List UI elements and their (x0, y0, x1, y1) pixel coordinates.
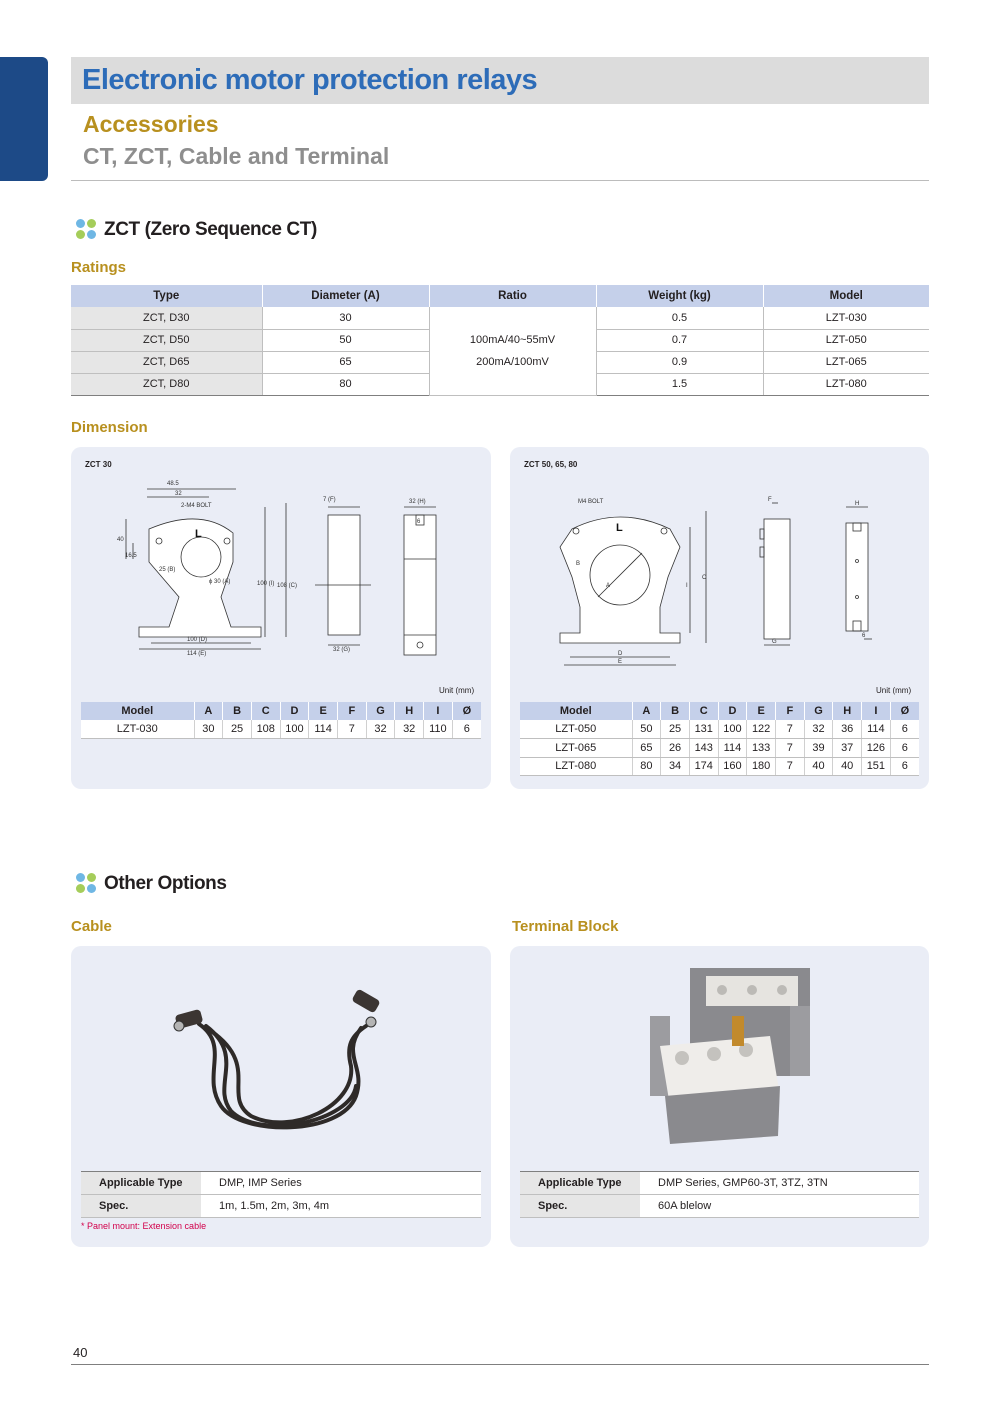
dim-cell: 114 (718, 739, 747, 758)
dim-text: 100 (I) (257, 581, 275, 587)
dim-text: 100 (D) (187, 637, 208, 643)
dim-text: 6 (417, 519, 421, 525)
table-row (520, 1195, 919, 1218)
dim-cell: 32 (366, 720, 395, 739)
type-cell: ZCT, D80 (71, 373, 262, 395)
spec-value: 1m, 1.5m, 2m, 3m, 4m (201, 1195, 481, 1218)
dim-cell: 40 (804, 757, 833, 776)
dim-text: 32 (175, 491, 182, 497)
dim-header-cell: C (251, 702, 280, 720)
dim-text: D (618, 651, 623, 657)
dim-cell: 39 (804, 739, 833, 758)
spec-value: DMP Series, GMP60-3T, 3TZ, 3TN (640, 1172, 919, 1195)
weight-cell: 0.5 (596, 307, 763, 329)
dim-cell: 7 (775, 757, 804, 776)
cable-image (71, 946, 491, 1166)
dim-cell: 80 (632, 757, 661, 776)
weight-cell: 0.9 (596, 351, 763, 373)
options-heading-text: Other Options (104, 873, 227, 894)
model-cell: LZT-080 (763, 373, 929, 395)
ratings-header-cell: Model (763, 285, 929, 307)
panel-label: ZCT 50, 65, 80 (524, 460, 578, 469)
dim-cell: 50 (632, 720, 661, 739)
zct50-drawing (510, 467, 929, 697)
dim-cell: 6 (890, 739, 919, 758)
dim-header-cell: I (424, 702, 453, 720)
dim-text: I (686, 583, 688, 589)
dim-cell: 7 (775, 720, 804, 739)
spec-key: Applicable Type (520, 1172, 640, 1195)
weight-cell: 0.7 (596, 329, 763, 351)
diameter-cell: 65 (262, 351, 429, 373)
dim-cell: 110 (424, 720, 453, 739)
zct-heading-text: ZCT (Zero Sequence CT) (104, 219, 317, 240)
dimension-header-row (81, 702, 481, 720)
type-cell: ZCT, D30 (71, 307, 262, 329)
cable-note: * Panel mount: Extension cable (81, 1221, 207, 1231)
dim-cell: 34 (661, 757, 690, 776)
type-cell: ZCT, D65 (71, 351, 262, 373)
side-tab (0, 57, 48, 181)
dim-cell: 108 (251, 720, 280, 739)
zct30-drawing (71, 467, 491, 697)
dim-cell: 6 (890, 720, 919, 739)
dim-text: 114 (E) (187, 651, 207, 657)
dim-text: 32 (G) (333, 647, 351, 653)
dim-cell: 143 (689, 739, 718, 758)
footer-divider (71, 1364, 929, 1365)
dim-header-cell: D (280, 702, 309, 720)
dim-text: L (195, 528, 202, 540)
dim-header-cell: A (194, 702, 223, 720)
dim-cell: 6 (452, 720, 481, 739)
dim-cell: 65 (632, 739, 661, 758)
weight-cell: 1.5 (596, 373, 763, 395)
diameter-cell: 80 (262, 373, 429, 395)
table-row (81, 720, 481, 739)
dim-text: 32 (H) (409, 499, 426, 505)
dim-header-cell: C (689, 702, 718, 720)
spec-key: Spec. (81, 1195, 201, 1218)
cable-label: Cable (71, 918, 112, 935)
connector-right (351, 988, 381, 1013)
dim-header-cell: B (223, 702, 252, 720)
dim-cell: LZT-065 (520, 739, 632, 758)
dim-text: A (606, 583, 611, 589)
table-row (71, 307, 929, 329)
ratings-table (71, 285, 929, 396)
dim-text: 16.5 (125, 553, 137, 559)
dim-text: 25 (B) (159, 567, 176, 573)
type-cell: ZCT, D50 (71, 329, 262, 351)
dim-cell: 26 (661, 739, 690, 758)
diameter-cell: 30 (262, 307, 429, 329)
dim-header-cell: E (309, 702, 338, 720)
cable-spec-table (81, 1171, 481, 1218)
dim-text: 108 (C) (277, 583, 298, 589)
dim-text: ϕ 30 (A) (209, 579, 231, 585)
panel-label: ZCT 30 (85, 460, 112, 469)
dimension-header-row (520, 702, 919, 720)
ratings-label: Ratings (71, 259, 127, 276)
dim-text: 40 (117, 537, 124, 543)
page-number: 40 (73, 1345, 88, 1360)
dim-cell: 100 (280, 720, 309, 739)
zct30-panel (71, 447, 491, 789)
table-row (520, 720, 919, 739)
dim-header-cell: H (395, 702, 424, 720)
header-divider (71, 180, 929, 181)
dots-icon (76, 873, 98, 895)
dim-cell: 30 (194, 720, 223, 739)
ratio-line: 200mA/100mV (476, 355, 549, 368)
dots-icon (76, 219, 98, 241)
terminal-spec-table (520, 1171, 919, 1218)
spec-key: Applicable Type (81, 1172, 201, 1195)
table-row (520, 757, 919, 776)
dim-cell: 6 (890, 757, 919, 776)
dim-cell: 36 (833, 720, 862, 739)
dim-cell: 180 (747, 757, 776, 776)
table-row (520, 739, 919, 758)
dim-cell: 122 (747, 720, 776, 739)
ratio-line: 100mA/40~55mV (469, 333, 556, 346)
ratings-header-cell: Ratio (429, 285, 596, 307)
dimension-label: Dimension (71, 419, 148, 436)
dim-text: C (702, 575, 707, 581)
dim-header-cell: Ø (890, 702, 919, 720)
ratings-header-row (71, 285, 929, 307)
dim-cell: 100 (718, 720, 747, 739)
dim-cell: LZT-030 (81, 720, 194, 739)
dim-cell: 114 (862, 720, 891, 739)
ratings-header-cell: Diameter (A) (262, 285, 429, 307)
model-cell: LZT-065 (763, 351, 929, 373)
page-title: Electronic motor protection relays (82, 64, 538, 96)
bolt-text: 2-M4 BOLT (181, 503, 212, 509)
dim-text: 6 (862, 633, 866, 639)
zct50-dimension-table (520, 702, 919, 776)
dim-header-cell: Model (81, 702, 194, 720)
ratio-cell (429, 307, 596, 395)
unit-label: Unit (mm) (876, 686, 912, 695)
dim-text: 48.5 (167, 481, 179, 487)
dim-cell: 40 (833, 757, 862, 776)
dim-header-cell: A (632, 702, 661, 720)
dim-text: H (855, 501, 860, 507)
dim-header-cell: G (366, 702, 395, 720)
dim-cell: 7 (337, 720, 366, 739)
dim-header-cell: D (718, 702, 747, 720)
dim-text: 7 (F) (323, 497, 336, 503)
model-cell: LZT-050 (763, 329, 929, 351)
table-row (81, 1172, 481, 1195)
dim-header-cell: E (747, 702, 776, 720)
dim-header-cell: F (775, 702, 804, 720)
spec-value: DMP, IMP Series (201, 1172, 481, 1195)
dim-cell: LZT-080 (520, 757, 632, 776)
dim-cell: 37 (833, 739, 862, 758)
dim-cell: 131 (689, 720, 718, 739)
dim-cell: 32 (395, 720, 424, 739)
table-row (520, 1172, 919, 1195)
dim-cell: 114 (309, 720, 338, 739)
zct50-panel (510, 447, 929, 789)
dim-cell: 174 (689, 757, 718, 776)
zct30-dimension-table (81, 702, 481, 739)
ratings-header-cell: Weight (kg) (596, 285, 763, 307)
table-row (81, 1195, 481, 1218)
spec-key: Spec. (520, 1195, 640, 1218)
dim-text: L (616, 522, 623, 534)
dim-text: G (772, 639, 777, 645)
dim-header-cell: Ø (452, 702, 481, 720)
bolt-text: M4 BOLT (578, 499, 604, 505)
dim-cell: 25 (223, 720, 252, 739)
dim-header-cell: F (337, 702, 366, 720)
dim-cell: 151 (862, 757, 891, 776)
section-subtitle-2: CT, ZCT, Cable and Terminal (83, 143, 390, 169)
title-bar (71, 57, 929, 104)
cable-panel (71, 946, 491, 1247)
dim-cell: 126 (862, 739, 891, 758)
dim-header-cell: H (833, 702, 862, 720)
dim-text: F (768, 497, 772, 503)
dim-cell: 7 (775, 739, 804, 758)
dim-cell: 133 (747, 739, 776, 758)
dim-cell: 160 (718, 757, 747, 776)
zct-heading (76, 219, 317, 241)
terminal-label: Terminal Block (512, 918, 619, 935)
terminal-panel (510, 946, 929, 1247)
dim-header-cell: I (862, 702, 891, 720)
dim-cell: LZT-050 (520, 720, 632, 739)
dim-header-cell: G (804, 702, 833, 720)
spec-value: 60A blelow (640, 1195, 919, 1218)
dim-cell: 25 (661, 720, 690, 739)
terminal-block-image (510, 946, 929, 1166)
dim-text: E (618, 659, 623, 665)
dim-header-cell: B (661, 702, 690, 720)
dim-cell: 32 (804, 720, 833, 739)
diameter-cell: 50 (262, 329, 429, 351)
unit-label: Unit (mm) (439, 686, 475, 695)
model-cell: LZT-030 (763, 307, 929, 329)
section-subtitle: Accessories (83, 111, 219, 137)
dim-header-cell: Model (520, 702, 632, 720)
dim-text: B (576, 561, 581, 567)
options-heading (76, 873, 227, 895)
ratings-header-cell: Type (71, 285, 262, 307)
